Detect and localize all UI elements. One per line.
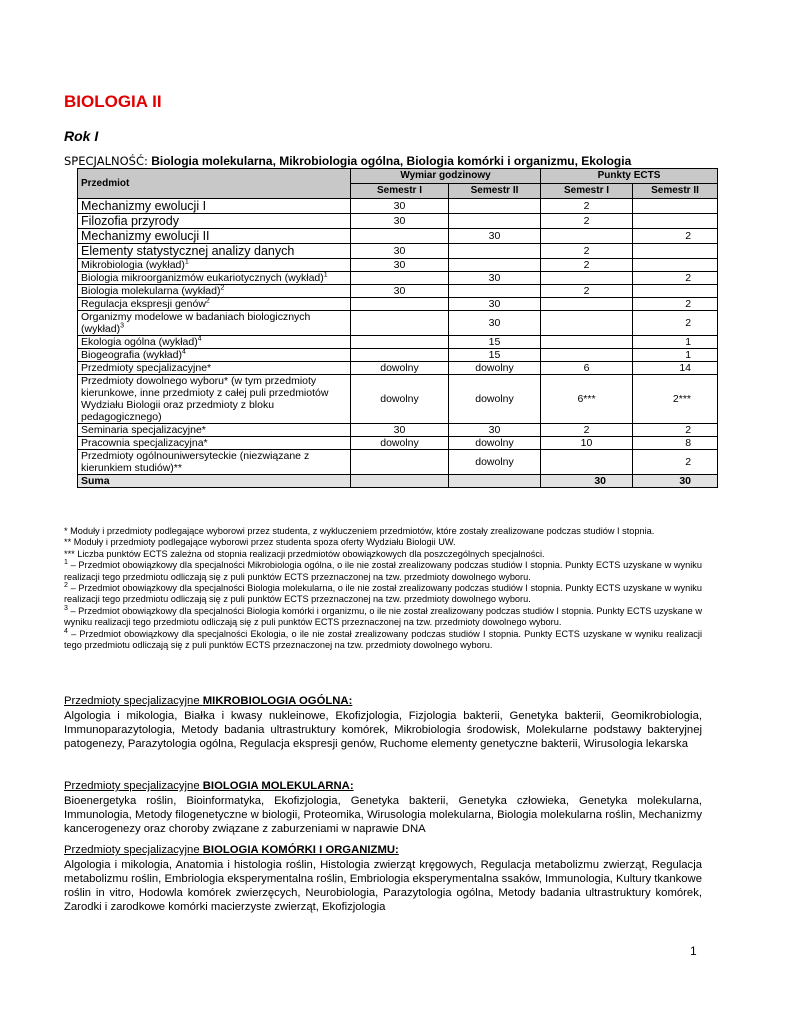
sum-row <box>78 475 718 488</box>
hours-sem2 <box>449 259 541 272</box>
table-row <box>78 424 718 437</box>
ects-sem2: 2 <box>633 298 718 311</box>
section-heading <box>64 843 702 857</box>
ects-sem1 <box>541 336 633 349</box>
ects-sem2 <box>633 259 718 272</box>
header-ects-sem2: Semestr II <box>633 184 718 199</box>
footnote-3: $^3$ – Przedmiot obowiązkowy dla specjalności Biologia komórki i organizmu, o ile nie został zrealizowany podczas studiów I stopnia. Punkty ECTS uzyskane w wyniku realizacji tego przedmiotu odliczają się z puli punktów ECTS przeznaczonej na tzw. przedmioty dowolnego wyboru. <box>64 604 702 628</box>
hours-sem2: dowolny <box>449 362 541 375</box>
header-ects: Punkty ECTS <box>541 169 718 184</box>
hours-sem1 <box>351 450 449 475</box>
ects-sem1: 2 <box>541 244 633 259</box>
subject-name <box>78 437 351 450</box>
ects-sem1 <box>541 229 633 244</box>
section-name: BIOLOGIA MOLEKULARNA: <box>202 780 354 792</box>
subject-label: Mechanizmy ewolucji I <box>81 199 207 213</box>
header-ects-sem1: Semestr I <box>541 184 633 199</box>
header-subject: Przedmiot <box>78 169 351 199</box>
header-hours: Wymiar godzinowy <box>351 169 541 184</box>
ects-sem1 <box>541 349 633 362</box>
subject-name <box>78 375 351 424</box>
footnote-ref: 4 <box>181 348 186 356</box>
ects-sem1: 2 <box>541 285 633 298</box>
hours-sem1: 30 <box>351 285 449 298</box>
note-triple-star: *** Liczba punktów ECTS zależna od stopnia realizacji przedmiotów obowiązkowych dla poszczególnych specjalności. <box>64 548 545 559</box>
ects-sem2 <box>633 214 718 229</box>
ects-sem1: 2 <box>541 214 633 229</box>
table-row <box>78 336 718 349</box>
subject-label: Przedmioty dowolnego wyboru* (w tym przedmioty kierunkowe, inne przedmioty z całej puli przedmiotów Wydziału Biologii oraz przedmioty z bloku pedagogicznego) <box>81 375 329 423</box>
hours-sem1 <box>351 311 449 336</box>
footnote-ref: 1 <box>184 258 189 266</box>
section-biologia-molekularna <box>64 779 702 836</box>
subject-name <box>78 214 351 229</box>
hours-sem2 <box>449 199 541 214</box>
section-body: Bioenergetyka roślin, Bioinformatyka, Ekofizjologia, Genetyka bakterii, Genetyka człowieka, Genetyka molekularna, Immunologia, Metody filogenetyczne w biologii, Proteomika, Wirusologia molekularna, Biologia molekularna roślin, Mechanizmy kancerogenezy oraz choroby związane z zaburzeniami w naprawie DNA <box>64 795 702 835</box>
table-header-row <box>78 169 718 184</box>
subject-label: Filozofia przyrody <box>81 214 179 228</box>
section-heading <box>64 694 702 708</box>
section-name: MIKROBIOLOGIA OGÓLNA: <box>202 695 353 707</box>
subject-label: Biologia molekularna (wykład) <box>81 285 221 297</box>
ects-sem2: 2 <box>633 311 718 336</box>
footnote-ref: 4 <box>197 335 202 343</box>
hours-sem1: dowolny <box>351 437 449 450</box>
sum-hours-sem2 <box>449 475 541 488</box>
ects-sem2: 1 <box>633 349 718 362</box>
hours-sem1: 30 <box>351 259 449 272</box>
section-name: BIOLOGIA KOMÓRKI I ORGANIZMU: <box>202 844 399 856</box>
subject-name <box>78 229 351 244</box>
hours-sem1 <box>351 349 449 362</box>
section-heading <box>64 779 702 793</box>
ects-sem1 <box>541 450 633 475</box>
ects-sem2: 8 <box>633 437 718 450</box>
subject-name <box>78 336 351 349</box>
subject-label: Przedmioty ogólnouniwersyteckie (niezwiązane z kierunkiem studiów)** <box>81 450 310 474</box>
hours-sem2: 15 <box>449 336 541 349</box>
year-heading: Rok I <box>64 128 99 144</box>
hours-sem2 <box>449 244 541 259</box>
section-biologia-komorki <box>64 843 702 914</box>
sum-hours-sem1 <box>351 475 449 488</box>
subject-label: Biogeografia (wykład) <box>81 349 182 361</box>
ects-sem1: 6*** <box>541 375 633 424</box>
table-notes <box>64 526 702 651</box>
specialization-line <box>64 154 631 168</box>
footnote-ref: 1 <box>323 271 328 279</box>
sum-ects-sem2: 30 <box>633 475 718 488</box>
table-row <box>78 437 718 450</box>
hours-sem1: 30 <box>351 199 449 214</box>
section-prefix: Przedmioty specjalizacyjne <box>64 844 203 856</box>
subject-label: Biologia mikroorganizmów eukariotycznych (wykład) <box>81 272 324 284</box>
table-row <box>78 199 718 214</box>
ects-sem1: 6 <box>541 362 633 375</box>
subject-label: Ekologia ogólna (wykład) <box>81 336 198 348</box>
hours-sem1: 30 <box>351 424 449 437</box>
hours-sem2 <box>449 285 541 298</box>
footnote-4: $^4$ – Przedmiot obowiązkowy dla specjalności Ekologia, o ile nie został zrealizowany podczas studiów I stopnia. Punkty ECTS uzyskane w wyniku realizacji tego przedmiotu odliczają się z puli punktów ECTS przeznaczonej na tzw. przedmioty dowolnego wyboru. <box>64 627 702 651</box>
hours-sem2: 30 <box>449 311 541 336</box>
subject-label: Elementy statystycznej analizy danych <box>81 244 295 258</box>
hours-sem1: 30 <box>351 214 449 229</box>
table-row <box>78 375 718 424</box>
footnote-2-text: – Przedmiot obowiązkowy dla specjalności Biologia molekularna, o ile nie został zrealizowany podczas studiów I stopnia. Punkty ECTS uzyskane w wyniku realizacji tego przedmiotu odliczają się z puli punktów ECTS przeznaczonej na tzw. przedmioty dowolnego wyboru. <box>64 583 702 605</box>
specialization-value: Biologia molekularna, Mikrobiologia ogólna, Biologia komórki i organizmu, Ekologia <box>151 154 632 168</box>
subject-label: Regulacja ekspresji genów <box>81 298 206 310</box>
subject-name <box>78 259 351 272</box>
subject-name <box>78 298 351 311</box>
hours-sem2: 30 <box>449 229 541 244</box>
footnote-ref: 2 <box>205 297 210 305</box>
ects-sem2 <box>633 199 718 214</box>
subject-name <box>78 199 351 214</box>
hours-sem1 <box>351 336 449 349</box>
ects-sem2: 2 <box>633 229 718 244</box>
ects-sem2: 2*** <box>633 375 718 424</box>
subject-name <box>78 424 351 437</box>
section-prefix: Przedmioty specjalizacyjne <box>64 695 203 707</box>
section-prefix: Przedmioty specjalizacyjne <box>64 780 203 792</box>
subject-label: Przedmioty specjalizacyjne* <box>81 362 212 374</box>
ects-sem2 <box>633 244 718 259</box>
subject-label: Organizmy modelowe w badaniach biologicznych (wykład) <box>81 311 311 335</box>
ects-sem1 <box>541 311 633 336</box>
hours-sem2 <box>449 214 541 229</box>
ects-sem1: 2 <box>541 424 633 437</box>
hours-sem1: dowolny <box>351 362 449 375</box>
ects-sem1: 2 <box>541 259 633 272</box>
note-double-star: ** Moduły i przedmioty podlegające wyborowi przez studenta spoza oferty Wydziału Biologii UW. <box>64 537 456 548</box>
ects-sem2: 2 <box>633 272 718 285</box>
footnote-4-text: – Przedmiot obowiązkowy dla specjalności Ekologia, o ile nie został zrealizowany podczas studiów I stopnia. Punkty ECTS uzyskane w wyniku realizacji tego przedmiotu odliczają się z puli punktów ECTS przeznaczonej na tzw. przedmioty dowolnego wyboru. <box>64 628 702 651</box>
subject-name <box>78 285 351 298</box>
hours-sem2: dowolny <box>449 437 541 450</box>
table-row <box>78 272 718 285</box>
ects-sem2 <box>633 285 718 298</box>
table-row <box>78 298 718 311</box>
hours-sem2: 15 <box>449 349 541 362</box>
section-body: Algologia i mikologia, Anatomia i histologia roślin, Histologia zwierząt kręgowych, Regulacja metabolizmu zwierząt, Regulacja metabolizmu roślin, Embriologia eksperymentalna roślin, Embriologia eksperymentalna ssaków, Immunologia, Kultury tkankowe roślin in vitro, Hodowla komórek zwierzęcych, Neurobiologia, Parazytologia ogólna, Metody badania ultrastruktury komórek, Zarodki i zarodkowe komórki macierzyste zwierząt, Ekofizjologia <box>64 859 702 913</box>
table-row <box>78 259 718 272</box>
subject-label: Mikrobiologia (wykład) <box>81 259 185 271</box>
ects-sem1 <box>541 272 633 285</box>
subject-name <box>78 272 351 285</box>
header-hours-sem2: Semestr II <box>449 184 541 199</box>
table-row <box>78 229 718 244</box>
hours-sem2: 30 <box>449 424 541 437</box>
table-row <box>78 362 718 375</box>
ects-sem1: 10 <box>541 437 633 450</box>
footnote-1-text: – Przedmiot obowiązkowy dla specjalności Mikrobiologia ogólna, o ile nie został zrealizowany podczas studiów I stopnia. Punkty ECTS uzyskane w wyniku realizacji tego przedmiotu odliczają się z puli punktów ECTS przeznaczonej na tzw. przedmioty dowolnego wyboru. <box>64 560 702 582</box>
table-row <box>78 285 718 298</box>
table-row <box>78 349 718 362</box>
header-hours-sem1: Semestr I <box>351 184 449 199</box>
ects-sem2: 1 <box>633 336 718 349</box>
subject-label: Mechanizmy ewolucji II <box>81 229 210 243</box>
subject-label: Seminaria specjalizacyjne* <box>81 424 206 436</box>
document-title: BIOLOGIA II <box>64 92 162 111</box>
hours-sem2: 30 <box>449 272 541 285</box>
table-row <box>78 214 718 229</box>
section-mikrobiologia <box>64 694 702 751</box>
note-single-star: * Moduły i przedmioty podlegające wyborowi przez studenta, z wykluczeniem przedmiotów, które zostały zrealizowane podczas studiów I stopnia. <box>64 526 655 536</box>
sum-ects-sem1: 30 <box>541 475 633 488</box>
subject-name <box>78 450 351 475</box>
hours-sem1 <box>351 229 449 244</box>
subject-name <box>78 311 351 336</box>
section-body: Algologia i mikologia, Białka i kwasy nukleinowe, Ekofizjologia, Fizjologia bakterii, Genetyka bakterii, Geomikrobiologia, Immunoparazytologia, Metody badania ultrastruktury komórek, Mikrobiologia środowisk, Molekularne podstawy bakteryjnej patogenezy, Parazytologia ogólna, Regulacja ekspresji genów, Ruchome elementy genetyczne bakterii, Wirusologia lekarska <box>64 710 702 750</box>
hours-sem1 <box>351 272 449 285</box>
subject-name <box>78 362 351 375</box>
subject-name <box>78 244 351 259</box>
subject-name <box>78 349 351 362</box>
table-row <box>78 311 718 336</box>
hours-sem1 <box>351 298 449 311</box>
page-number: 1 <box>690 944 697 958</box>
hours-sem1: dowolny <box>351 375 449 424</box>
subject-label: Pracownia specjalizacyjna* <box>81 437 208 449</box>
footnote-1: $^1$ – Przedmiot obowiązkowy dla specjalności Mikrobiologia ogólna, o ile nie został zrealizowany podczas studiów I stopnia. Punkty ECTS uzyskane w wyniku realizacji tego przedmiotu odliczają się z puli punktów ECTS przeznaczonej na tzw. przedmioty dowolnego wyboru. <box>64 559 702 582</box>
hours-sem2: dowolny <box>449 375 541 424</box>
footnote-ref: 2 <box>220 284 225 292</box>
footnote-3-text: – Przedmiot obowiązkowy dla specjalności Biologia komórki i organizmu, o ile nie został zrealizowany podczas studiów I stopnia. Punkty ECTS uzyskane w wyniku realizacji tego przedmiotu odliczają się z puli punktów ECTS przeznaczonej na tzw. przedmioty dowolnego wyboru. <box>64 605 702 628</box>
ects-sem1 <box>541 298 633 311</box>
footnote-2: $^2$ – Przedmiot obowiązkowy dla specjalności Biologia molekularna, o ile nie został zrealizowany podczas studiów I stopnia. Punkty ECTS uzyskane w wyniku realizacji tego przedmiotu odliczają się z puli punktów ECTS przeznaczonej na tzw. przedmioty dowolnego wyboru. <box>64 581 702 605</box>
curriculum-table <box>77 168 718 488</box>
specialization-label: SPECJALNOŚĆ: <box>64 154 148 168</box>
sum-label: Suma <box>78 475 351 488</box>
hours-sem2: 30 <box>449 298 541 311</box>
ects-sem2: 2 <box>633 424 718 437</box>
table-row <box>78 450 718 475</box>
ects-sem2: 14 <box>633 362 718 375</box>
hours-sem2: dowolny <box>449 450 541 475</box>
table-row <box>78 244 718 259</box>
hours-sem1: 30 <box>351 244 449 259</box>
footnote-ref: 3 <box>120 322 124 330</box>
ects-sem1: 2 <box>541 199 633 214</box>
ects-sem2: 2 <box>633 450 718 475</box>
